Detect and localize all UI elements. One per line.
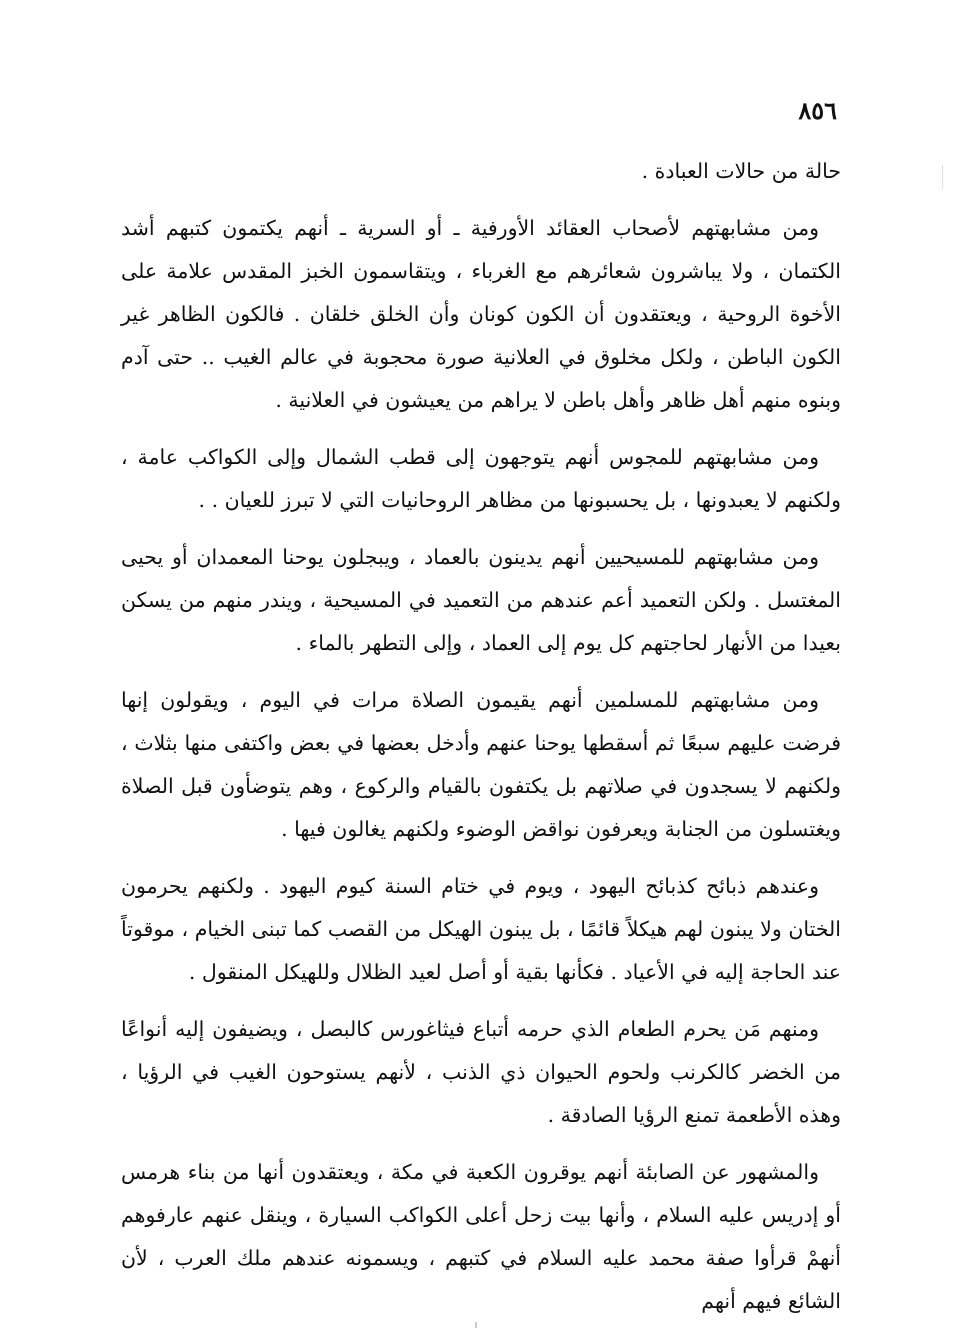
- margin-scan-mark: [934, 166, 943, 188]
- bottom-scan-mark: [475, 1322, 477, 1328]
- paragraph: ومن مشابهتهم لأصحاب العقائد الأورفية ـ أو السرية ـ أنهم يكتمون كتبهم أشد الكتمان ، ولا يباشرون شعائرهم مع الغرباء ، ويتقاسمون الخبز المقدس علامة على الأخوة الروحية ، ويعتقدون أن الكون كونان وأن الخلق خلقان . فالكون الظاهر غير الكون الباطن ، ولكل مخلوق في العلانية صورة محجوبة في عالم الغيب .. حتى آدم وبنوه منهم أهل ظاهر وأهل باطن لا يراهم من يعيشون في العلانية .: [121, 216, 841, 412]
- paragraph: حالة من حالات العبادة .: [641, 159, 841, 183]
- paragraph: والمشهور عن الصابئة أنهم يوقرون الكعبة في مكة ، ويعتقدون أنها من بناء هرمس أو إدريس عليه السلام ، وأنها بيت زحل أعلى الكواكب السيارة ، وينقل عنهم عارفوهم أنهمْ قرأوا صفة محمد عليه السلام في كتبهم ، ويسمونه عندهم ملك العرب ، لأن الشائع فيهم أنهم: [121, 1160, 841, 1313]
- paragraph: ومن مشابهتهم للمجوس أنهم يتوجهون إلى قطب الشمال وإلى الكواكب عامة ، ولكنهم لا يعبدونها ، بل يحسبونها من مظاهر الروحانيات التي لا تبرز للعيان . .: [121, 445, 841, 512]
- paragraph: وعندهم ذبائح كذبائح اليهود ، ويوم في ختام السنة كيوم اليهود . ولكنهم يحرمون الختان ولا يبنون لهم هيكلاً قائمًا ، بل يبنون الهيكل من القصب كما تبنى الخيام ، موقوتاً عند الحاجة إليه في الأعياد . فكأنها بقية أو أصل لعيد الظلال وللهيكل المنقول .: [121, 874, 841, 984]
- body-text: [121, 150, 841, 1337]
- paragraph: ومنهم مَن يحرم الطعام الذي حرمه أتباع فيثاغورس كالبصل ، ويضيفون إليه أنواعًا من الخضر كالكرنب ولحوم الحيوان ذي الذنب ، لأنهم يستوحون الغيب في الرؤيا ، وهذه الأطعمة تمنع الرؤيا الصادقة .: [121, 1017, 841, 1127]
- page-number: ٨٥٦: [798, 96, 837, 125]
- paragraph: ومن مشابهتهم للمسيحيين أنهم يدينون بالعماد ، ويبجلون يوحنا المعمدان أو يحيى المغتسل . ولكن التعميد أعم عندهم من التعميد في المسيحية ، ويندر منهم من يسكن بعيدا من الأنهار لحاجتهم كل يوم إلى العماد ، وإلى التطهر بالماء .: [121, 545, 841, 655]
- paragraph: ومن مشابهتهم للمسلمين أنهم يقيمون الصلاة مرات في اليوم ، ويقولون إنها فرضت عليهم سبعًا ثم أسقطها يوحنا عنهم وأدخل بعضها في بعض واكتفى منها بثلاث ، ولكنهم لا يسجدون في صلاتهم بل يكتفون بالقيام والركوع ، وهم يتوضأون قبل الصلاة ويغتسلون من الجنابة ويعرفون نواقض الوضوء ولكنهم يغالون فيها .: [121, 688, 841, 841]
